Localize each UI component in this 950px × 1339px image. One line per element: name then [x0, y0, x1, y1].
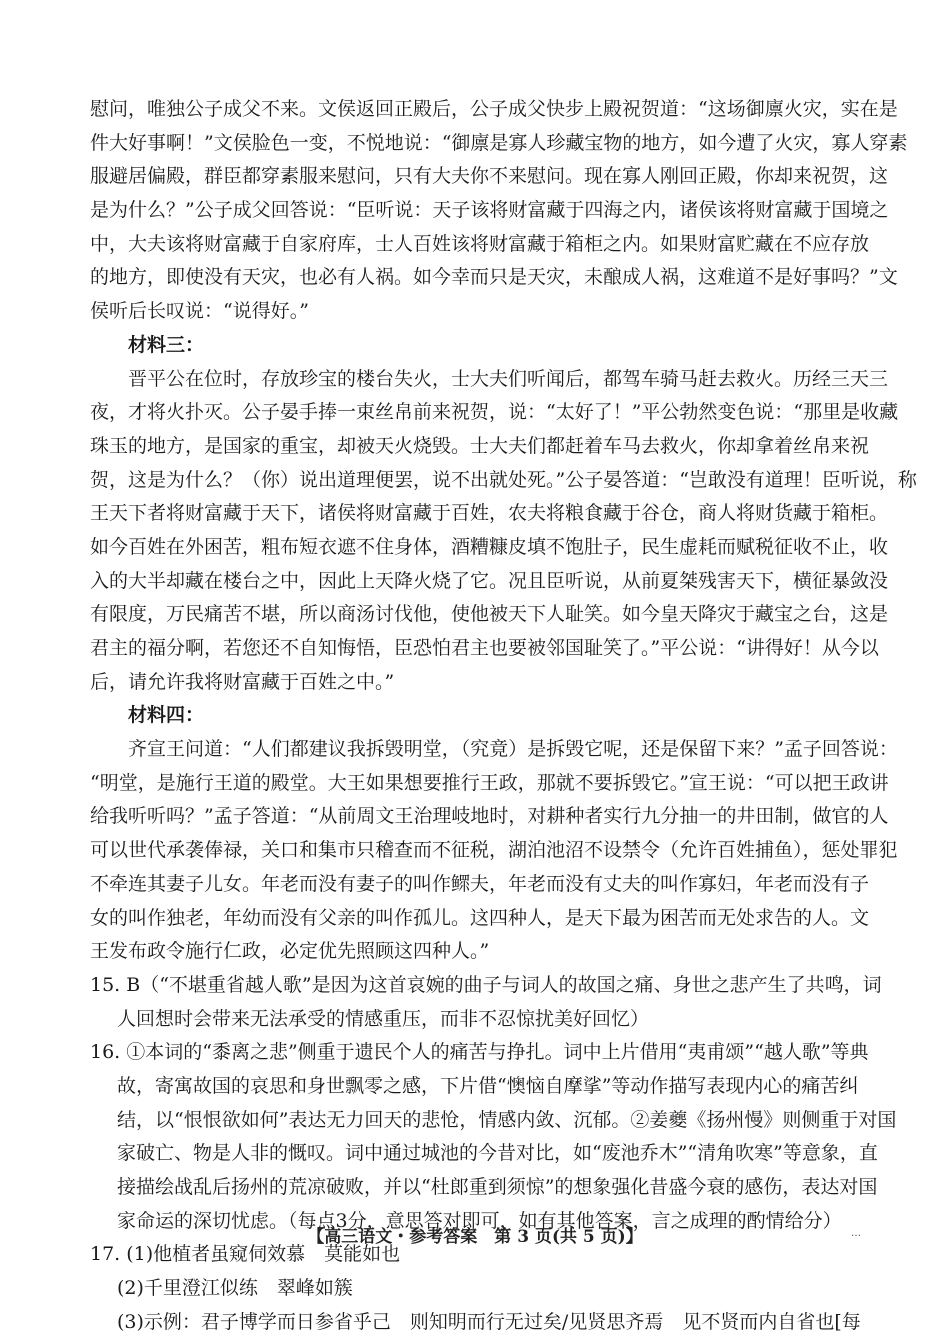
text-line: 珠玉的地方，是国家的重宝，却被天火烧毁。士大夫们都赶着车马去救火，你却拿着丝帛来祝 [90, 434, 870, 457]
text-line: 的地方，即使没有天灾，也必有人祸。如今幸而只是天灾，未酿成人祸，这难道不是好事吗？”文 [90, 266, 898, 289]
text-line: (2)千里澄江似练 翠峰如簇 [117, 1277, 353, 1300]
text-line: 不牵连其妻子儿女。年老而没有妻子的叫作鳏夫，年老而没有丈夫的叫作寡妇，年老而没有子 [90, 872, 870, 895]
text-line: 慰问，唯独公子成父不来。文侯返回正殿后，公子成父快步上殿祝贺道：“这场御廪火灾，实在是 [90, 98, 898, 120]
text-line: 16. ①本词的“黍离之悲”侧重于遗民个人的痛苦与挣扎。词中上片借用“夷甫颂”“越人歌”等典 [90, 1041, 869, 1064]
text-line: 女的叫作独老，年幼而没有父亲的叫作孤儿。这四种人，是天下最为困苦而无处求告的人。文 [90, 906, 870, 929]
text-line: 晋平公在位时，存放珍宝的楼台失火，士大夫们听闻后，都驾车骑马赶去救火。历经三天三 [128, 367, 889, 390]
text-line: “明堂，是施行王道的殿堂。大王如果想要推行王政，那就不要拆毁它。”宣王说：“可以把王政讲 [90, 771, 889, 794]
text-line: 有限度，万民痛苦不堪，所以商汤讨伐他，使他被天下人耻笑。如今皇天降灾于藏宝之台，这是 [90, 603, 889, 626]
text-line: 是为什么？”公子成父回答说：“臣听说：天子该将财富藏于四海之内，诸侯该将财富藏于国境之 [90, 199, 889, 222]
text-line: 如今百姓在外困苦，粗布短衣遮不住身体，酒糟糠皮填不饱肚子，民生虚耗而赋税征收不止，收 [90, 535, 889, 558]
text-line: 件大好事啊！”文侯脸色一变，不悦地说：“御廪是寡人珍藏宝物的地方，如今遭了火灾，寡人穿素 [90, 131, 908, 154]
text-line: 17. (1)他植者虽窥伺效慕 莫能如也 [90, 1243, 401, 1266]
text-line: 齐宣王问道：“人们都建议我拆毁明堂，（究竟）是拆毁它呢，还是保留下来？”孟子回答说： [128, 738, 898, 761]
section-heading: 材料三： [128, 333, 205, 356]
text-line: 接描绘战乱后扬州的荒凉破败，并以“杜郎重到须惊”的想象强化昔盛今衰的感伤，表达对国 [117, 1176, 878, 1198]
text-line: 后，请允许我将财富藏于百姓之中。” [90, 670, 395, 693]
text-line: 贺，这是为什么？（你）说出道理便罢，说不出就处死。”公子晏答道：“岂敢没有道理！臣听说，称 [90, 468, 917, 491]
text-line: 可以世代承袭俸禄，关口和集市只稽查而不征税，湖泊池沼不设禁令（允许百姓捕鱼），惩处罪犯 [90, 839, 898, 862]
text-line: 入的大半却藏在楼台之中，因此上天降火烧了它。况且臣听说，从前夏桀残害天下，横征暴敛没 [90, 569, 889, 592]
section-heading: 材料四： [128, 704, 205, 727]
text-line: 服避居偏殿，群臣都穿素服来慰问，只有大夫你不来慰问。现在寡人刚回正殿，你却来祝贺，这 [90, 165, 889, 188]
text-line: 君主的福分啊，若您还不自知悔悟，臣恐怕君主也要被邻国耻笑了。”平公说：“讲得好！从今以 [90, 637, 879, 659]
text-line: 中，大夫该将财富藏于自家府库，士人百姓该将财富藏于箱柜之内。如果财富贮藏在不应存放 [90, 232, 870, 255]
corner-mark: … [851, 1228, 861, 1239]
text-line: 人回想时会带来无法承受的情感重压，而非不忍惊扰美好回忆） [117, 1007, 650, 1030]
text-line: 结，以“恨恨欲如何”表达无力回天的悲怆，情感内敛、沉郁。②姜夔《扬州慢》则侧重于对国 [117, 1108, 897, 1131]
text-line: 王发布政令施行仁政，必定优先照顾这四种人。” [90, 940, 490, 963]
text-line: 夜，才将火扑灭。公子晏手捧一束丝帛前来祝贺，说：“太好了！”平公勃然变色说：“那里是收藏 [90, 401, 899, 424]
text-line: 15. B（“不堪重省越人歌”是因为这首哀婉的曲子与词人的故国之痛、身世之悲产生了共鸣，词 [90, 973, 882, 996]
text-line: 家命运的深切忧虑。（每点3分，意思答对即可，如有其他答案，言之成理的酌情给分） [117, 1209, 842, 1232]
text-line: 侯听后长叹说：“说得好。” [90, 300, 309, 323]
text-line: 家破亡、物是人非的慨叹。词中通过城池的今昔对比，如“废池乔木”“清角吹寒”等意象，直 [117, 1142, 878, 1165]
text-line: 王天下者将财富藏于天下，诸侯将财富藏于百姓，农夫将粮食藏于谷仓，商人将财货藏于箱柜。 [90, 502, 889, 525]
page-footer: 【高三语文・参考答案 第 3 页(共 5 页)】 [307, 1227, 643, 1247]
text-line: 给我听听吗？”孟子答道：“从前周文王治理岐地时，对耕种者实行九分抽一的井田制，做官的人 [90, 805, 889, 828]
answer-page-body [90, 93, 917, 1339]
text-line: (3)示例：君子博学而日参省乎己 则知明而行无过矣/见贤思齐焉 见不贤而内自省也[每 [117, 1310, 861, 1333]
text-line: 故，寄寓故国的哀思和身世飘零之感，下片借“懊恼自摩挲”等动作描写表现内心的痛苦纠 [117, 1074, 859, 1097]
